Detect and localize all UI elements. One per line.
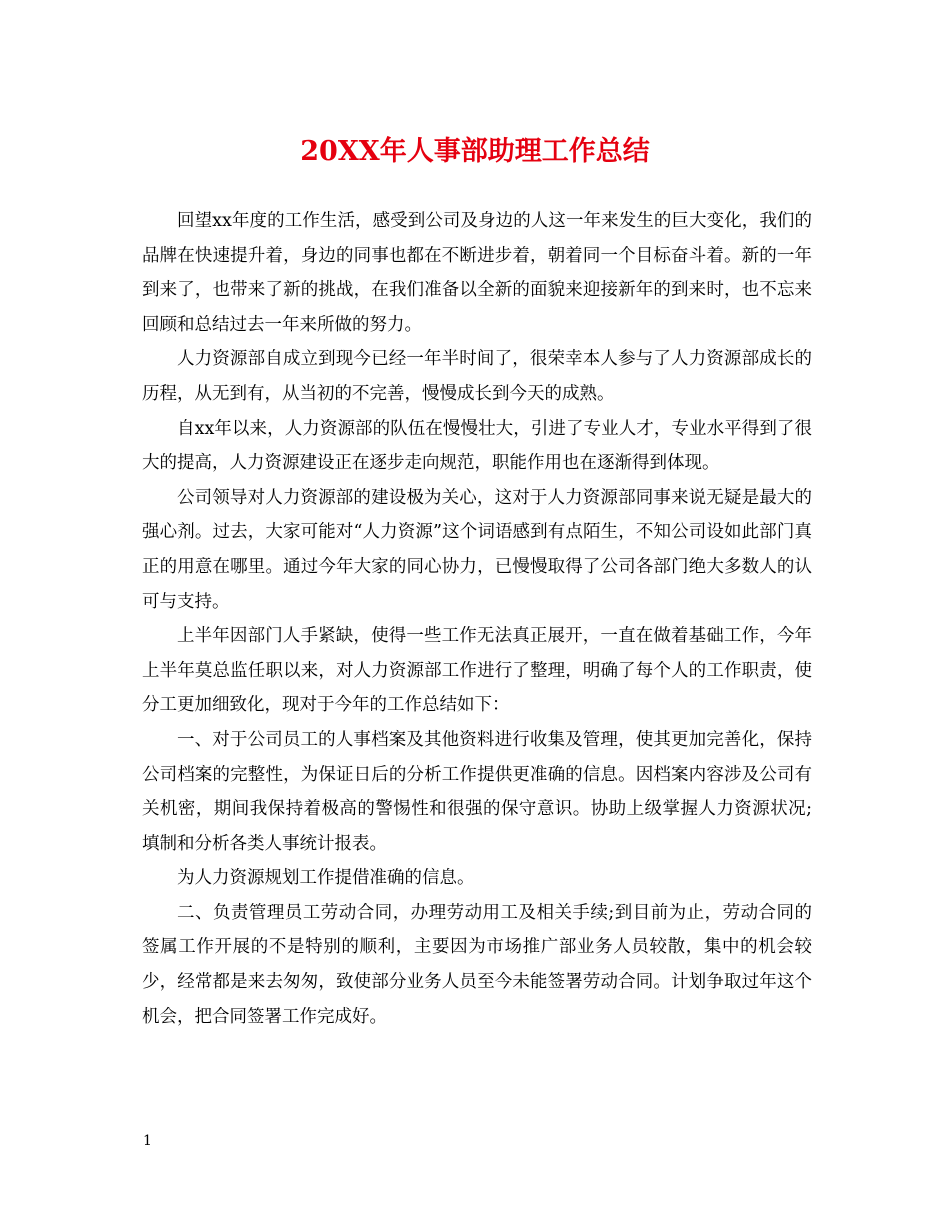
paragraph-first-half: 上半年因部门人手紧缺，使得一些工作无法真正展开，一直在做着基础工作，今年上半年莫总监任职以来，对人力资源部工作进行了整理，明确了每个人的工作职责，使分工更加细致化，现对于今年的工作总结如下： <box>142 626 812 716</box>
paragraph-item-one: 一、对于公司员工的人事档案及其他资料进行收集及管理，使其更加完善化，保持公司档案的完整性，为保证日后的分析工作提供更准确的信息。因档案内容涉及公司有关机密，期间我保持着极高的警惕性和很强的保守意识。协助上级掌握人力资源状况;填制和分析各类人事统计报表。 <box>142 729 812 854</box>
document-body <box>142 204 812 1034</box>
document-title: 20XX年人事部助理工作总结 <box>300 136 650 167</box>
paragraph-hr-history: 人力资源部自成立到现今已经一年半时间了，很荣幸本人参与了人力资源部成长的历程，从无到有，从当初的不完善，慢慢成长到今天的成熟。 <box>142 349 812 404</box>
page-number: 1 <box>143 1133 152 1149</box>
paragraph-intro: 回望xx年度的工作生活，感受到公司及身边的人这一年来发生的巨大变化，我们的品牌在快速提升着，身边的同事也都在不断进步着，朝着同一个目标奋斗着。新的一年到来了，也带来了新的挑战，在我们准备以全新的面貌来迎接新年的到来时，也不忘来回顾和总结过去一年来所做的努力。 <box>142 211 812 335</box>
paragraph-item-two: 二、负责管理员工劳动合同，办理劳动用工及相关手续;到目前为止，劳动合同的签属工作开展的不是特别的顺利，主要因为市场推广部业务人员较散，集中的机会较少，经常都是来去匆匆，致使部分业务人员至今未能签署劳动合同。计划争取过年这个机会，把合同签署工作完成好。 <box>142 902 812 1027</box>
paragraph-planning-info: 为人力资源规划工作提借准确的信息。 <box>177 868 475 889</box>
paragraph-team-growth: 自xx年以来，人力资源部的队伍在慢慢壮大，引进了专业人才，专业水平得到了很大的提高，人力资源建设正在逐步走向规范，职能作用也在逐渐得到体现。 <box>142 418 812 474</box>
paragraph-leadership-support: 公司领导对人力资源部的建设极为关心，这对于人力资源部同事来说无疑是最大的强心剂。过去，大家可能对“人力资源”这个词语感到有点陌生，不知公司设如此部门真正的用意在哪里。通过今年大家的同心协力，已慢慢取得了公司各部门绝大多数人的认可与支持。 <box>142 487 812 612</box>
